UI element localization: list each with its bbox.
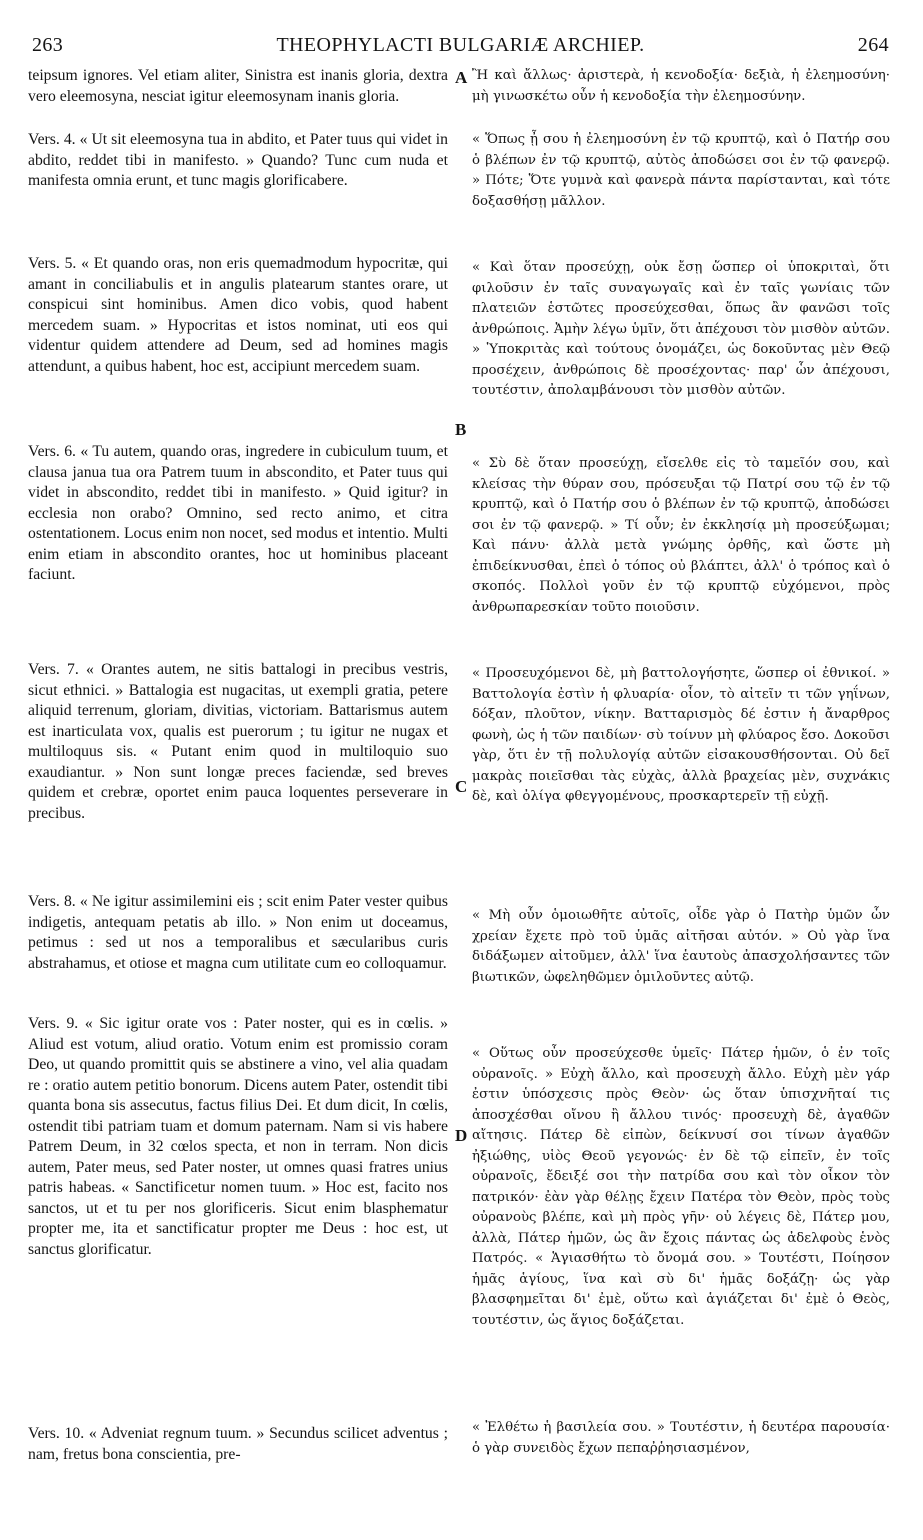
latin-paragraph: Vers. 5. « Et quando oras, non eris quemadmodum hypocritæ, qui amant in conciliabulis et in angulis platearum stantes orare, ut conspicui sint hominibus. Amen dico vobis, quod habent mercedem suam. » Hypocritas et istos nominat, uti eos qui videntur quidem attendere ad Deum, sed ad homines magis attendunt, a quibus habent, hoc est, accipiunt mercedem suam. [28, 255, 448, 375]
greek-paragraph: « Οὕτως οὖν προσεύχεσθε ὑμεῖς· Πάτερ ἡμῶν, ὁ ἐν τοῖς οὐρανοῖς. » Εὐχὴ ἄλλο, καὶ προσευχὴ ἄλλο. Εὐχὴ μὲν γάρ ἐστιν ὑπόσχεσις πρὸς Θεὸν· ὡς ὅταν ὑπισχνῆταί τις ἀποσχέσθαι οἴνου ἢ ἄλλου τινός· προσευχὴ δὲ, ἀγαθῶν αἴτησις. Πάτερ δὲ εἰπὼν, δείκνυσί σοι τίνων ἀγαθῶν ἠξιώθης, υἱὸς Θεοῦ γεγονώς· ἐν δὲ τῷ εἰπεῖν, ἐν τοῖς οὐρανοῖς, ἔδειξέ σοι τὴν πατρίδα σου καὶ τὸν οἶκον τὸν πατρικόν· ἐὰν γὰρ θέλῃς ἔχειν Πατέρα τὸν Θεὸν, πρὸς τοὺς οὐρανοὺς βλέπε, καὶ μὴ πρὸς γῆν· οὐ λέγεις δὲ, Πάτερ μου, ἀλλὰ, Πάτερ ἡμῶν, ὡς ἂν ἔχοις πάντας ὡς ἀδελφοὺς ἑνὸς Πατρός. « Ἁγιασθήτω τὸ ὄνομά σου. » Τουτέστι, Ποίησον ἡμᾶς ἁγίους, ἵνα καὶ σὺ δι' ἡμᾶς δοξάζῃ· ὡς γὰρ βλασφημεῖται δι' ἐμὲ, οὕτω καὶ ἁγιάζεται δι' ἐμὲ ὁ Θεὸς, τουτέστιν, ὡς ἅγιος δοξάζεται. [472, 1046, 890, 1328]
greek-paragraph: « Ὅπως ᾖ σου ἡ ἐλεημοσύνη ἐν τῷ κρυπτῷ, καὶ ὁ Πατήρ σου ὁ βλέπων ἐν τῷ κρυπτῷ, αὐτὸς ἀποδώσει σοι ἐν τῷ φανερῷ. » Πότε; Ὅτε γυμνὰ καὶ φανερὰ πάντα παρίστανται, καὶ τότε δοξασθήσῃ μᾶλλον. [472, 132, 890, 209]
page-number-left: 263 [32, 34, 64, 56]
running-title: THEOPHYLACTI BULGARIÆ ARCHIEP. [276, 34, 645, 56]
latin-paragraph: Vers. 9. « Sic igitur orate vos : Pater noster, qui es in cœlis. » Aliud est votum, aliud oratio. Votum enim est promissio coram Deo, ut quando promittit quis se abstinere a vino, vel alia quadam re : oratio autem petitio bonorum. Dicens autem Pater, ostendit tibi quanta bona sis assecutus, factus filius Dei. Et dum dicit, In cœlis, ostendit tibi patriam tuam et domum paternam. Nam si vis habere Patrem Deum, in 32 cœlos specta, et non in terram. Non dicis autem, Pater meus, sed Pater noster, ut omnes quasi fratres unius patris habeas. « Sanctificetur nomen tuum. » Hoc est, facito nos sanctos, ut et tu per nos glorificeris. Sicut enim blasphematur propter me, ita et sanctificatur propter me Deus : hoc est, ut sanctus glorificatur. [28, 1015, 448, 1258]
greek-paragraph: « Μὴ οὖν ὁμοιωθῆτε αὐτοῖς, οἶδε γὰρ ὁ Πατὴρ ὑμῶν ὧν χρείαν ἔχετε πρὸ τοῦ ὑμᾶς αἰτῆσαι αὐτόν. » Οὐ γὰρ ἵνα διδάξωμεν αἰτοῦμεν, ἀλλ' ἵνα ἑαυτοὺς ἀπασχολήσαντες τῶν βιωτικῶν, ὠφεληθῶμεν ὁμιλοῦντες αὐτῷ. [472, 908, 890, 985]
margin-marker-a: A [455, 68, 468, 87]
greek-paragraph: « Ἐλθέτω ἡ βασιλεία σου. » Τουτέστιν, ἡ δευτέρα παρουσία· ὁ γὰρ συνειδὸς ἔχων πεπαῤῥησιασμένον, [472, 1420, 890, 1456]
latin-paragraph: Vers. 4. « Ut sit eleemosyna tua in abdito, et Pater tuus qui videt in abdito, reddet tibi in manifesto. » Quando? Tunc cum nuda et manifesta omnia erunt, et tunc magis glorificabere. [28, 131, 448, 189]
greek-paragraph: « Καὶ ὅταν προσεύχῃ, οὐκ ἔσῃ ὥσπερ οἱ ὑποκριταὶ, ὅτι φιλοῦσιν ἐν ταῖς συναγωγαῖς καὶ ἐν ταῖς γωνίαις τῶν πλατειῶν ἑστῶτες προσεύχεσθαι, ὅπως ἂν φανῶσι τοῖς ἀνθρώποις. Ἀμὴν λέγω ὑμῖν, ὅτι ἀπέχουσι τὸν μισθὸν αὐτῶν. » Ὑποκριτὰς καὶ τούτους ὀνομάζει, ὡς δοκοῦντας μὲν Θεῷ προσέχειν, ἀνθρώποις δὲ προσέχοντας· παρ' ὧν ἀπέχουσι, τουτέστιν, ἀπολαμβάνουσι τὸν μισθὸν αὐτῶν. [472, 260, 890, 398]
page-number-right: 264 [857, 34, 889, 56]
margin-marker-c: C [455, 777, 468, 796]
latin-paragraph: Vers. 7. « Orantes autem, ne sitis battalogi in precibus vestris, sicut ethnici. » Battalogia est nugacitas, ut exempli gratia, petere aliquid terrenum, gloriam, divitias, victoriam. Battarismus autem est inarticulata vox, qualis est puerorum ; tu igitur ne nugax et multiloquus sis. « Putant enim quod in multiloquio suo exaudiantur. » Non sunt longæ preces faciendæ, sed breves quidem et crebræ, oportet enim pauca loquentes perseverare in precibus. [28, 661, 448, 822]
latin-paragraph: Vers. 10. « Adveniat regnum tuum. » Secundus scilicet adventus ; nam, fretus bona conscientia, pre- [28, 1425, 448, 1463]
greek-paragraph: Ἢ καὶ ἄλλως· ἀριστερὰ, ἡ κενοδοξία· δεξιὰ, ἡ ἐλεημοσύνη· μὴ γινωσκέτω οὖν ἡ κενοδοξία τὴν ἐλεημοσύνην. [472, 68, 890, 104]
margin-marker-b: B [455, 420, 467, 439]
greek-paragraph: « Σὺ δὲ ὅταν προσεύχῃ, εἴσελθε εἰς τὸ ταμεῖόν σου, καὶ κλείσας τὴν θύραν σου, πρόσευξαι τῷ Πατρί σου τῷ ἐν τῷ κρυπτῷ, καὶ ὁ Πατήρ σου ὁ βλέπων ἐν τῷ κρυπτῷ, ἀποδώσει σοι ἐν τῷ φανερῷ. » Τί οὖν; ἐν ἐκκλησίᾳ μὴ προσεύξωμαι; Καὶ πάνυ· ἀλλὰ μετὰ γνώμης ὀρθῆς, καὶ ὥστε μὴ ἐπιδείκνυσθαι, ἐπεὶ ὁ τόπος οὐ βλάπτει, ἀλλ' ὁ τρόπος καὶ ὁ σκοπός. Πολλοὶ γοῦν ἐν τῷ κρυπτῷ εὐχόμενοι, πρὸς ἀνθρωπαρεσκίαν τοῦτο ποιοῦσιν. [472, 456, 890, 615]
latin-paragraph: Vers. 8. « Ne igitur assimilemini eis ; scit enim Pater vester quibus indigetis, antequam petatis ab illo. » Non enim ut doceamus, petimus : sed ut nos a temporalibus et sæcularibus curis abstrahamus, et otiose et magna cum utilitate cum eo colloquamur. [28, 893, 448, 972]
latin-paragraph: teipsum ignores. Vel etiam aliter, Sinistra est inanis gloria, dextra vero eleemosyna, nesciat igitur eleemosynam inanis gloria. [28, 67, 448, 105]
latin-paragraph: Vers. 6. « Tu autem, quando oras, ingredere in cubiculum tuum, et clausa janua tua ora Patrem tuum in abscondito, et Pater tuus qui videt in abscondito, reddet tibi in manifesto. » Quid igitur? in ecclesia non orabo? Omnino, sed recto animo, et citra ostentationem. Locus enim non nocet, sed modus et intentio. Multi enim etiam in abscondito orantes, hoc ut hominibus placeant faciunt. [28, 443, 448, 583]
page-header [32, 34, 889, 58]
margin-marker-d: D [455, 1126, 468, 1145]
greek-paragraph: « Προσευχόμενοι δὲ, μὴ βαττολογήσητε, ὥσπερ οἱ ἐθνικοί. » Βαττολογία ἐστὶν ἡ φλυαρία· οἷον, τὸ αἰτεῖν τι τῶν γηΐνων, δόξαν, πλοῦτον, νίκην. Βατταρισμὸς δέ ἐστιν ἡ ἄναρθρος φωνὴ, ὡς ἡ τῶν παιδίων· σὺ τοίνυν μὴ φλύαρος ἔσο. Δοκοῦσι γὰρ, ὅτι ἐν τῇ πολυλογίᾳ αὐτῶν εἰσακουσθήσονται. Οὐ δεῖ μακρὰς ποιεῖσθαι τὰς εὐχὰς, ἀλλὰ βραχείας μὲν, συχνάκις δὲ, καὶ ὀλίγα φθεγγομένους, προσκαρτερεῖν τῇ εὐχῇ. [472, 666, 890, 804]
